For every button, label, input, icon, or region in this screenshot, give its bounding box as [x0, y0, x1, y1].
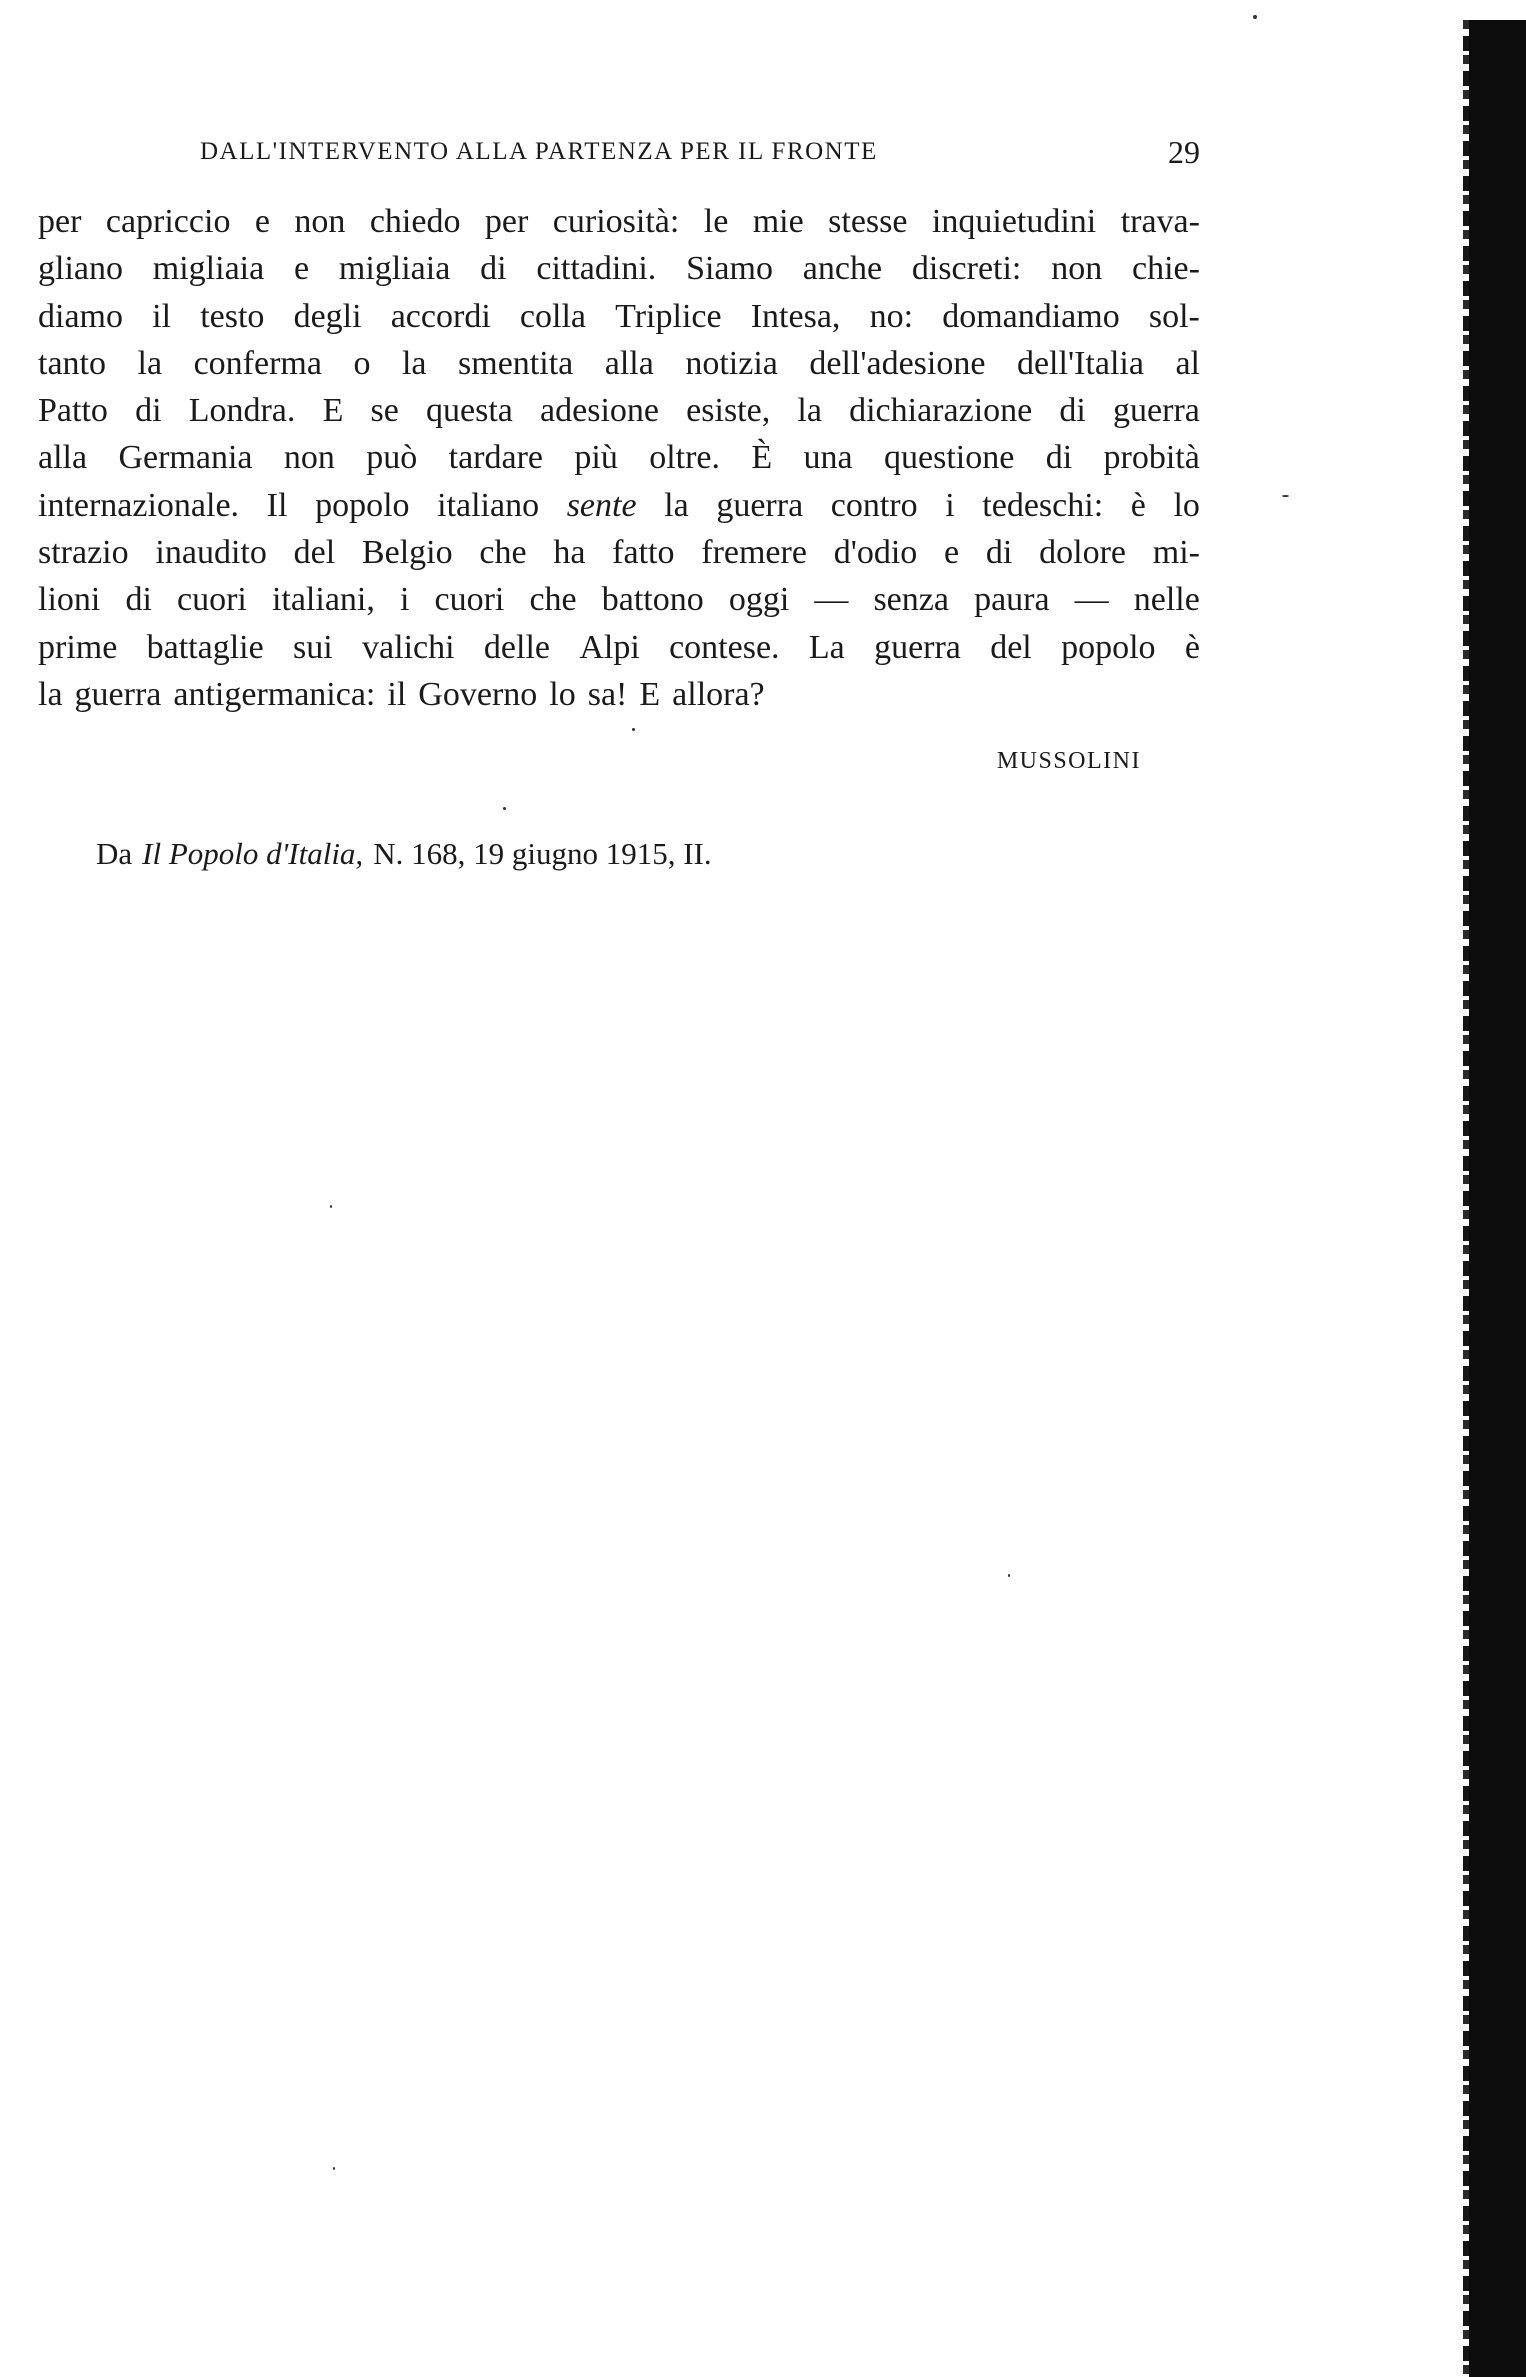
text-line — [38, 482, 1200, 529]
text-line — [38, 245, 1200, 292]
word: guerra — [716, 486, 804, 524]
word: la — [38, 675, 63, 713]
word: mi- — [1152, 534, 1200, 572]
word: Triplice — [615, 297, 722, 335]
word: Belgio — [361, 534, 453, 572]
word: lo — [549, 675, 576, 713]
source-citation — [96, 836, 722, 872]
word: popolo — [1061, 628, 1156, 666]
word: gliano — [38, 250, 123, 288]
word: dell'Italia — [1016, 344, 1144, 382]
word: più — [574, 439, 618, 477]
running-head — [200, 134, 1200, 174]
word: la — [137, 344, 163, 382]
word: stesse — [828, 203, 908, 240]
page-number: 29 — [1168, 134, 1200, 170]
word: sente — [566, 486, 637, 524]
word: cuori — [176, 581, 247, 619]
source-details: N. 168, 19 giugno 1915, II. — [373, 836, 712, 871]
word: anche — [802, 250, 883, 288]
word: Alpi — [579, 628, 640, 666]
word: questione — [884, 439, 1015, 477]
word: del — [293, 534, 336, 572]
word: di — [135, 392, 162, 430]
word: per — [38, 203, 82, 240]
word: prime — [38, 628, 118, 666]
scan-speck — [1282, 495, 1289, 497]
text-line — [38, 624, 1200, 671]
word: sol- — [1148, 297, 1200, 335]
word: di — [480, 250, 507, 288]
word: chie- — [1131, 250, 1200, 288]
text-line — [38, 434, 1200, 481]
word: è — [1130, 486, 1146, 524]
word: popolo — [315, 486, 410, 524]
text-line — [38, 529, 1200, 576]
word: testo — [200, 297, 265, 335]
body-paragraph — [38, 198, 1200, 718]
word: tedeschi: — [982, 486, 1104, 524]
word: il — [152, 297, 172, 335]
text-line — [38, 340, 1200, 387]
word: Il — [266, 486, 288, 524]
word: no: — [869, 297, 914, 335]
word: lo — [1173, 486, 1200, 524]
word: capriccio — [105, 203, 231, 240]
word: il — [387, 675, 407, 713]
word: colla — [519, 297, 586, 335]
word: trava- — [1120, 203, 1200, 240]
word: valichi — [362, 628, 455, 666]
word: contro — [830, 486, 918, 524]
word: i — [399, 581, 410, 619]
scan-speck — [632, 728, 635, 731]
word: di — [1059, 392, 1086, 430]
word: oltre. — [649, 439, 721, 477]
word: chiedo — [369, 203, 461, 240]
scan-speck — [330, 1205, 332, 1208]
scan-edge-shadow — [1469, 20, 1526, 2377]
text-line — [38, 576, 1200, 623]
word: non — [1051, 250, 1103, 288]
word: e — [294, 250, 310, 288]
word: fremere — [701, 534, 807, 572]
word: una — [803, 439, 853, 477]
word: alla — [38, 439, 88, 477]
word: che — [479, 534, 527, 572]
word: domandiamo — [942, 297, 1120, 335]
word: probità — [1103, 439, 1200, 477]
text-line — [38, 671, 1200, 718]
word: delle — [483, 628, 550, 666]
word: i — [945, 486, 955, 524]
word: Patto — [38, 392, 108, 430]
word: se — [370, 392, 399, 430]
word: dolore — [1039, 534, 1126, 572]
text-line — [38, 387, 1200, 434]
word: paura — [974, 581, 1050, 619]
word: Germania — [118, 439, 253, 477]
text-line — [38, 293, 1200, 340]
word: inaudito — [155, 534, 267, 572]
word: allora? — [672, 675, 765, 713]
word: è — [1184, 628, 1200, 666]
word: adesione — [540, 392, 659, 430]
word: strazio — [38, 534, 129, 572]
author-signature: MUSSOLINI — [996, 748, 1141, 774]
word: guerra — [74, 675, 162, 713]
word: antigermanica: — [173, 675, 376, 713]
word: oggi — [728, 581, 790, 619]
word: cuori — [434, 581, 505, 619]
word: lioni — [38, 581, 101, 619]
word: La — [808, 628, 845, 666]
word: tardare — [448, 439, 543, 477]
word: notizia — [685, 344, 778, 382]
word: cittadini. — [536, 250, 657, 288]
scan-speck — [333, 2167, 335, 2170]
word: e — [254, 203, 270, 240]
word: Siamo — [686, 250, 773, 288]
word: non — [294, 203, 346, 240]
word: accordi — [390, 297, 491, 335]
word: di — [125, 581, 152, 619]
word: guerra — [1113, 392, 1200, 430]
word: alla — [604, 344, 654, 382]
word: discreti: — [911, 250, 1022, 288]
word: curiosità: — [552, 203, 680, 240]
word: mie — [752, 203, 804, 240]
word: la — [401, 344, 427, 382]
word: può — [366, 439, 418, 477]
word: non — [283, 439, 335, 477]
word: contese. — [669, 628, 780, 666]
word: sui — [293, 628, 333, 666]
word: italiani, — [271, 581, 375, 619]
word: guerra — [874, 628, 961, 666]
word: o — [353, 344, 371, 382]
source-prefix: Da — [96, 836, 133, 871]
word: È — [751, 439, 773, 477]
word: migliaia — [152, 250, 265, 288]
running-title: DALL'INTERVENTO ALLA PARTENZA PER IL FRONTE — [200, 138, 878, 165]
word: degli — [293, 297, 362, 335]
word: sa! — [587, 675, 628, 713]
source-title: Il Popolo d'Italia, — [142, 836, 364, 871]
word: la — [664, 486, 689, 524]
word: migliaia — [338, 250, 451, 288]
word: Intesa, — [750, 297, 841, 335]
word: la — [797, 392, 822, 430]
word: questa — [426, 392, 513, 430]
scan-speck — [503, 807, 506, 810]
word: al — [1175, 344, 1200, 382]
word: — — [814, 581, 849, 619]
word: esiste, — [686, 392, 771, 430]
scan-speck — [1253, 15, 1257, 19]
word: del — [990, 628, 1032, 666]
word: dichiarazione — [849, 392, 1033, 430]
word: nelle — [1133, 581, 1200, 619]
text-line — [38, 198, 1200, 245]
word: di — [985, 534, 1013, 572]
word: E — [639, 675, 661, 713]
word: e — [944, 534, 960, 572]
word: fatto — [612, 534, 675, 572]
word: che — [529, 581, 577, 619]
word: smentita — [458, 344, 574, 382]
word: internazionale. — [38, 486, 240, 524]
word: di — [1045, 439, 1073, 477]
word: ha — [553, 534, 586, 572]
word: Governo — [418, 675, 538, 713]
word: tanto — [38, 344, 106, 382]
scan-speck — [1008, 1574, 1010, 1577]
word: d'odio — [833, 534, 918, 572]
word: inquietudini — [931, 203, 1097, 240]
word: E — [322, 392, 344, 430]
word: battaglie — [146, 628, 264, 666]
word: senza — [873, 581, 949, 619]
word: diamo — [38, 297, 123, 335]
word: conferma — [193, 344, 322, 382]
word: dell'adesione — [809, 344, 986, 382]
word: — — [1074, 581, 1109, 619]
word: italiano — [437, 486, 540, 524]
word: battono — [601, 581, 704, 619]
word: le — [703, 203, 729, 240]
word: Londra. — [188, 392, 296, 430]
word: per — [484, 203, 529, 240]
